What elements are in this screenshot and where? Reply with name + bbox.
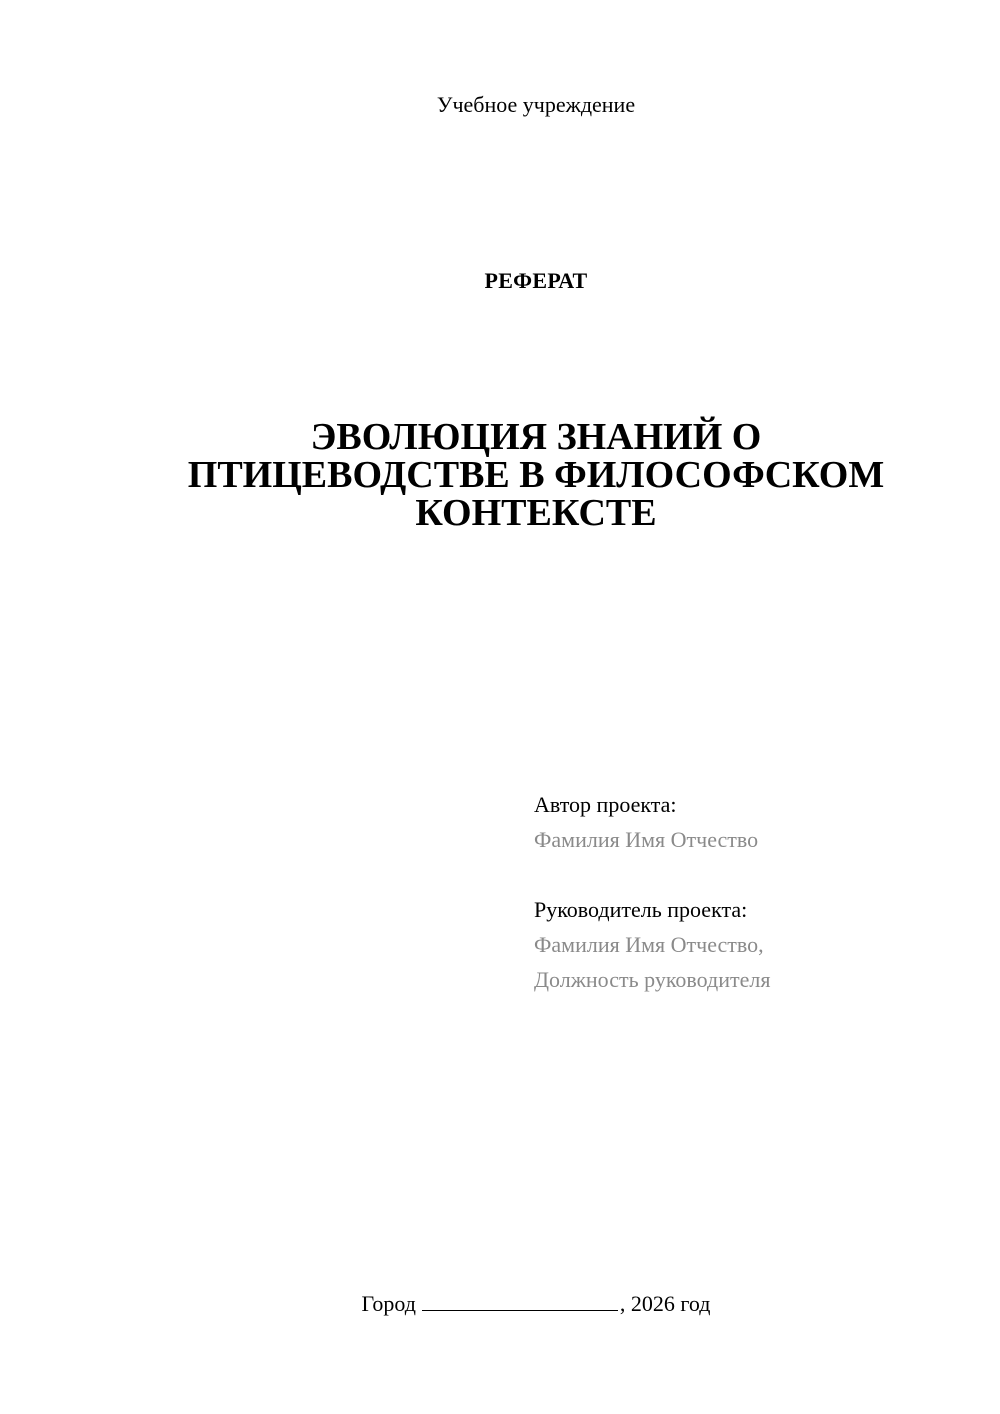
spacer <box>534 857 974 892</box>
year-text: , 2026 год <box>619 1291 711 1316</box>
institution-name: Учебное учреждение <box>436 92 636 117</box>
credits-block <box>534 787 974 997</box>
supervisor-label: Руководитель проекта: <box>534 897 748 922</box>
document-type: РЕФЕРАТ <box>484 268 588 293</box>
title-line: ПТИЦЕВОДСТВЕ В ФИЛОСОФСКОМ <box>187 454 885 496</box>
author-label: Автор проекта: <box>534 792 677 817</box>
author-name: Фамилия Имя Отчество <box>534 827 759 852</box>
city-label: Город <box>361 1291 416 1316</box>
title-line: ЭВОЛЮЦИЯ ЗНАНИЙ О <box>310 416 762 458</box>
city-year-line <box>0 1289 1000 1319</box>
supervisor-position: Должность руководителя <box>534 967 771 992</box>
title-line: КОНТЕКСТЕ <box>415 492 657 534</box>
supervisor-name: Фамилия Имя Отчество, <box>534 932 764 957</box>
city-blank-line <box>422 1289 618 1311</box>
document-title <box>100 418 972 532</box>
